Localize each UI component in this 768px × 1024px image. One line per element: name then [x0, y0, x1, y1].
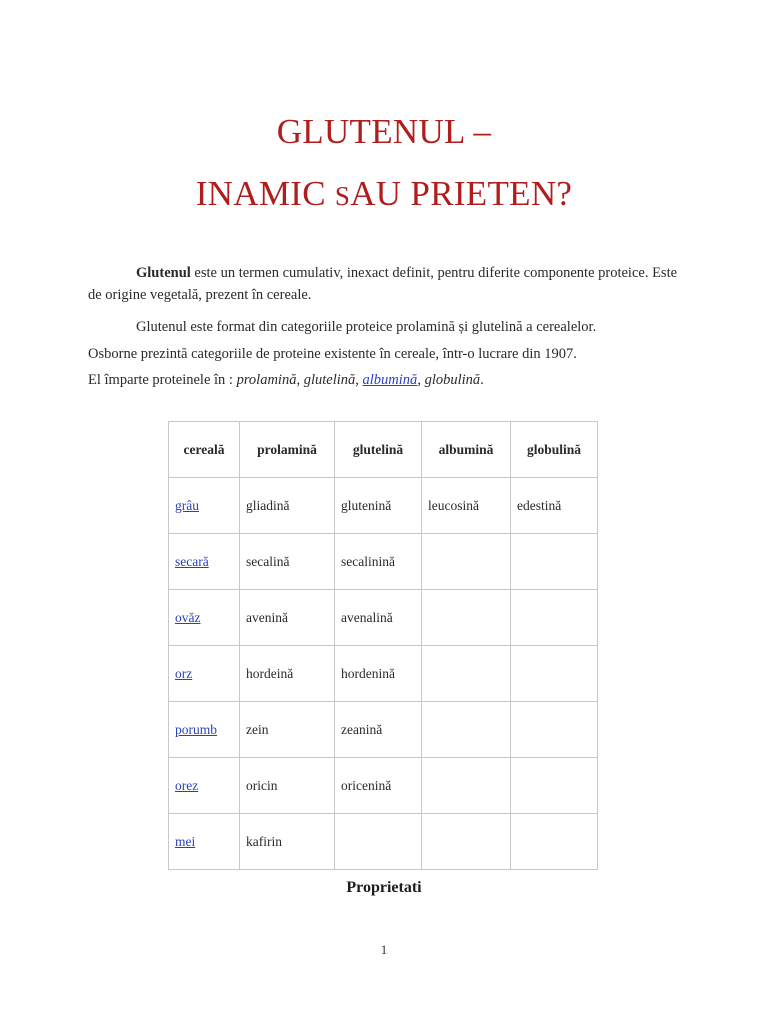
cell-glutelina: zeanină — [335, 702, 422, 758]
cell-cereal — [169, 646, 240, 702]
table-row — [169, 758, 598, 814]
title-line-1: GLUTENUL – — [276, 112, 492, 151]
glutenul-bold: Glutenul — [136, 265, 191, 281]
cell-prolamina: kafirin — [240, 814, 335, 870]
table-row — [169, 702, 598, 758]
separator: , — [296, 372, 304, 388]
header-prolamina: prolamină — [240, 422, 335, 478]
link-grau[interactable]: grâu — [175, 497, 199, 513]
cell-globulina — [511, 702, 598, 758]
cell-prolamina: hordeină — [240, 646, 335, 702]
term-glutelina: glutelină — [303, 372, 356, 388]
cell-albumina — [422, 702, 511, 758]
header-cereala: cereală — [169, 422, 240, 478]
link-ovaz[interactable]: ovăz — [175, 609, 201, 625]
cell-globulina — [511, 814, 598, 870]
cell-albumina — [422, 758, 511, 814]
table-row — [169, 590, 598, 646]
cell-albumina — [422, 534, 511, 590]
link-mei[interactable]: mei — [175, 833, 196, 849]
cell-glutelina: avenalină — [335, 590, 422, 646]
link-albumina[interactable]: albumină — [362, 372, 418, 388]
header-albumina: albumină — [422, 422, 511, 478]
cell-prolamina: gliadină — [240, 478, 335, 534]
cell-albumina — [422, 646, 511, 702]
cell-albumina — [422, 814, 511, 870]
title-line-2-part-1: INAMIC — [195, 174, 335, 213]
cell-globulina — [511, 590, 598, 646]
table-row — [169, 814, 598, 870]
paragraph-composition: Glutenul este format din categoriile proteice prolamină și glutelină a cerealelor. — [136, 319, 597, 335]
paragraph-definition-text: este un termen cumulativ, inexact definit, pentru diferite componente proteice. Este de origine vegetală, prezent în cereale. — [88, 265, 678, 303]
link-secara[interactable]: secară — [175, 553, 209, 569]
cell-glutelina: hordenină — [335, 646, 422, 702]
cell-albumina: leucosină — [422, 478, 511, 534]
link-orez[interactable]: orez — [175, 777, 199, 793]
cell-glutelina: secalinină — [335, 534, 422, 590]
separator: , — [355, 372, 363, 388]
table-header-row — [169, 422, 598, 478]
cell-cereal — [169, 702, 240, 758]
cell-glutelina: oricenină — [335, 758, 422, 814]
paragraph-definition — [88, 262, 688, 306]
cell-glutelina — [335, 814, 422, 870]
paragraph-osborne: Osborne prezintă categoriile de proteine existente în cereale, într-o lucrare din 1907. — [88, 346, 577, 362]
cell-globulina: edestină — [511, 478, 598, 534]
link-orz[interactable]: orz — [175, 665, 193, 681]
cell-cereal — [169, 814, 240, 870]
title-line-2-small: S — [334, 181, 351, 211]
cell-cereal — [169, 534, 240, 590]
term-globulina: globulină — [424, 372, 481, 388]
term-prolamina: prolamină — [236, 372, 297, 388]
header-glutelina: glutelină — [335, 422, 422, 478]
cell-globulina — [511, 646, 598, 702]
link-porumb[interactable]: porumb — [175, 721, 217, 737]
section-heading-proprietati: Proprietati — [346, 879, 422, 896]
cell-globulina — [511, 758, 598, 814]
paragraph-classification — [88, 369, 688, 391]
page-number: 1 — [380, 942, 388, 957]
cell-cereal — [169, 758, 240, 814]
period: . — [480, 372, 484, 388]
proteins-table — [168, 421, 598, 870]
title-line-2-part-2: AU PRIETEN? — [350, 174, 573, 213]
cell-prolamina: avenină — [240, 590, 335, 646]
table-row — [169, 646, 598, 702]
cell-albumina — [422, 590, 511, 646]
cell-globulina — [511, 534, 598, 590]
cell-cereal — [169, 590, 240, 646]
header-globulina: globulină — [511, 422, 598, 478]
cell-prolamina: zein — [240, 702, 335, 758]
cell-glutelina: glutenină — [335, 478, 422, 534]
cell-prolamina: secalină — [240, 534, 335, 590]
cell-cereal — [169, 478, 240, 534]
classification-intro: El împarte proteinele în : — [88, 372, 237, 388]
separator: , — [417, 372, 425, 388]
cell-prolamina: oricin — [240, 758, 335, 814]
title-line-2 — [0, 174, 768, 214]
table-row — [169, 534, 598, 590]
table-row — [169, 478, 598, 534]
